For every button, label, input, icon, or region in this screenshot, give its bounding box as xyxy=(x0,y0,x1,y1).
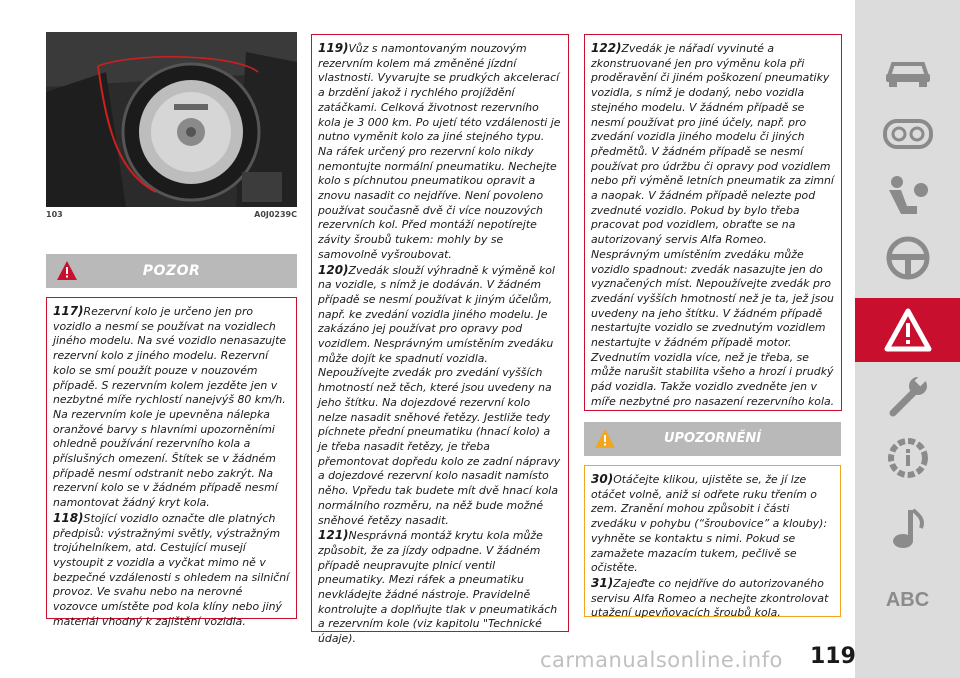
sidebar-item-dashboard[interactable] xyxy=(855,104,960,164)
sidebar-item-multimedia[interactable] xyxy=(855,498,960,558)
warning-heading: POZOR xyxy=(142,263,201,279)
warning-box xyxy=(46,297,297,628)
middle-notes-box xyxy=(311,34,569,646)
abc-index-icon: ABC xyxy=(885,588,930,611)
sidebar-item-technical-data[interactable] xyxy=(855,428,960,488)
notice-heading-bar xyxy=(584,422,841,456)
chapter-sidebar xyxy=(855,0,960,678)
sidebar-item-maintenance[interactable] xyxy=(855,366,960,426)
note-118-text: Stojící vozidlo označte dle platných předpisů: výstražnými světly, výstražným trojúhelníkem, atd. Cestující musejí vystoupit z vozidla a vyčkat mimo ně v bezpečné vzdálenosti s ohledem na silniční provoz. Ve svahu nebo na nerovné vozovce umístěte pod kola klíny nebo jiný materiál vhodný k zajištění vozidla. xyxy=(53,511,290,628)
note-119-text: Vůz s namontovaným nouzovým rezervním kolem má změněné jízdní vlastnosti. Vyvarujte se prudkých akcelerací a brzdění jakož i rychlého projíždění zatáčkami. Celková životnost rezervního kola je 3 000 km. Po ujetí této vzdálenosti je nutno vyměnit kolo za jiné stejného typu. Na ráfek určený pro rezervní kolo nikdy nemontujte normální pneumatiku. Nechejte kolo s píchnutou pneumatikou opravit a znovu nasadit co nejdříve. Není povoleno používat současně dvě či více nouzových rezervních kol. Před montáží nepotírejte závity šroubů tukem: mohly by se samovolně vyšroubovat. xyxy=(318,42,561,261)
note-118-number: 118) xyxy=(53,510,84,525)
page-number: 119 xyxy=(810,644,856,669)
figure-number: 103 xyxy=(46,210,63,219)
music-note-icon xyxy=(888,506,928,550)
note-30-number: 30) xyxy=(591,472,614,486)
note-31-number: 31) xyxy=(591,575,614,590)
note-117-number: 117) xyxy=(53,304,84,318)
spare-wheel-illustration xyxy=(46,32,297,207)
airbag-seat-icon xyxy=(883,174,933,218)
notice-box xyxy=(584,465,841,620)
car-icon xyxy=(883,56,933,88)
note-30-text: Otáčejte klikou, ujistěte se, že jí lze otáčet volně, aniž si odřete ruku třením o zem. Zranění mohou způsobit i části zvedáku v pohybu (“šroubovice” a klouby): vyhněte se kontaktu s nimi. Pokud se zamažete mazacím tukem, pečlivě se očistěte. xyxy=(591,473,827,575)
sidebar-item-safety[interactable] xyxy=(855,166,960,226)
spare-wheel-photo xyxy=(46,32,297,207)
sidebar-item-driving[interactable] xyxy=(855,228,960,288)
steering-wheel-icon xyxy=(885,235,931,281)
note-121-text: Nesprávná montáž krytu kola může způsobit, že za jízdy odpadne. V žádném případě neupravujte plnicí ventil pneumatiky. Mezi ráfek a pneumatiku nevkládejte žádné nástroje. Pravidelně kontrolujte a doplňujte tlak v pneumatikách a rezervním kole (viz kapitolu "Technické údaje). xyxy=(318,529,558,646)
note-122-text: Zvedák je nářadí vyvinuté a zkonstruované jen pro výměnu kola při proděravění či jiném poškození pneumatiky vozidla, s nímž je dodaný, nebo vozidla stejného modelu. V žádném případě se nesmí používat pro jiné účely, např. pro zvedání vozidla jiného modelu či jiných předmětů. V žádném případě se nesmí používat pro údržbu či opravy pod vozidlem nebo při výměně letních pneumatik za zimní a naopak. V žádném případě nelezte pod zvednuté vozidlo. Pokud by bylo třeba pracovat pod vozidlem, obraťte se na autorizovaný servis Alfa Romeo. Nesprávným umístěním zvedáku může vozidlo spadnout: zvedák nasazujte jen do vyznačených míst. Nepoužívejte zvedák pro zvedání vyšších hmotností než je ta, jež jsou uvedeny na jeho štítku. V žádném případě nestartujte vozidlo se zvednutým vozidlem nestartujte v žádném případě motor. Zvednutím vozidla více, než je třeba, se může narušit stabilita všeho a hrozí i prudký pád vozidla. Takže vozidlo zvedněte jen v míře nezbytné pro nasazení rezervního kola. xyxy=(591,42,835,408)
watermark: carmanualsonline.info xyxy=(540,648,783,672)
note-121-number: 121) xyxy=(318,528,349,543)
sidebar-item-index[interactable] xyxy=(855,570,960,630)
gear-info-icon xyxy=(884,434,932,482)
warning-triangle-icon xyxy=(884,308,932,352)
note-120-text: Zvedák slouží výhradně k výměně kol na vozidle, s nímž je dodáván. V žádném případě se nesmí používat k jiným účelům, např. ke zvedání vozidla jiného modelu. Je zakázáno jej používat pro opravy pod vozidlem. Nesprávným umístěním zvedáku může dojít ke spadnutí vozidla. Nepoužívejte zvedák pro zvedání vyšších hmotností než těch, které jsou uvedeny na jeho štítku. Na dojezdové rezervní kolo nelze nasadit sněhové řetězy. Jestliže tedy píchnete přední pneumatiku (hnací kolo) a je třeba nasadit řetězy, je třeba přemontovat dopředu kolo ze zadní nápravy a dojezdové rezervní kolo nasadit namísto něho. Vpředu tak budete mít dvě hnací kola normálního rozměru, na něž bude možné sněhové řetězy nasadit. xyxy=(318,263,561,527)
notice-heading: UPOZORNĚNÍ xyxy=(663,431,762,446)
note-122-number: 122) xyxy=(591,41,622,55)
note-31-text: Zajeďte co nejdříve do autorizovaného servisu Alfa Romeo a nechejte zkontrolovat utažení upevňovacích šroubů kola. xyxy=(591,576,829,620)
figure-code: A0J0239C xyxy=(254,210,297,219)
note-120-number: 120) xyxy=(318,262,349,277)
note-119-number: 119) xyxy=(318,41,349,55)
dashboard-gauges-icon xyxy=(883,118,933,150)
figure-caption xyxy=(46,210,297,219)
right-notes-box xyxy=(584,34,842,411)
caution-triangle-icon xyxy=(594,428,616,450)
wrench-icon xyxy=(885,373,931,419)
warning-heading-bar xyxy=(46,254,297,288)
sidebar-item-emergency[interactable] xyxy=(855,298,960,362)
note-117-text: Rezervní kolo je určeno jen pro vozidlo a nesmí se používat na vozidlech jiného modelu. Na své vozidlo nenasazujte rezervní kolo z jiného modelu. Rezervní kolo se smí použít pouze v nouzovém případě. S rezervním kolem jezděte jen v nezbytné míře rychlostí nanejvýš 80 km/h. Na rezervním kole je upevněna nálepka oranžové barvy s hlavními upozorněními ohledně používání rezervního kola a příslušných omezení. Štítek se v žádném případě nesmí odstranit nebo zakrýt. Na rezervní kolo se v žádném případě nesmí namontovat žádný kryt kola. xyxy=(53,305,287,510)
sidebar-item-car[interactable] xyxy=(855,42,960,102)
warning-triangle-icon xyxy=(56,260,78,282)
